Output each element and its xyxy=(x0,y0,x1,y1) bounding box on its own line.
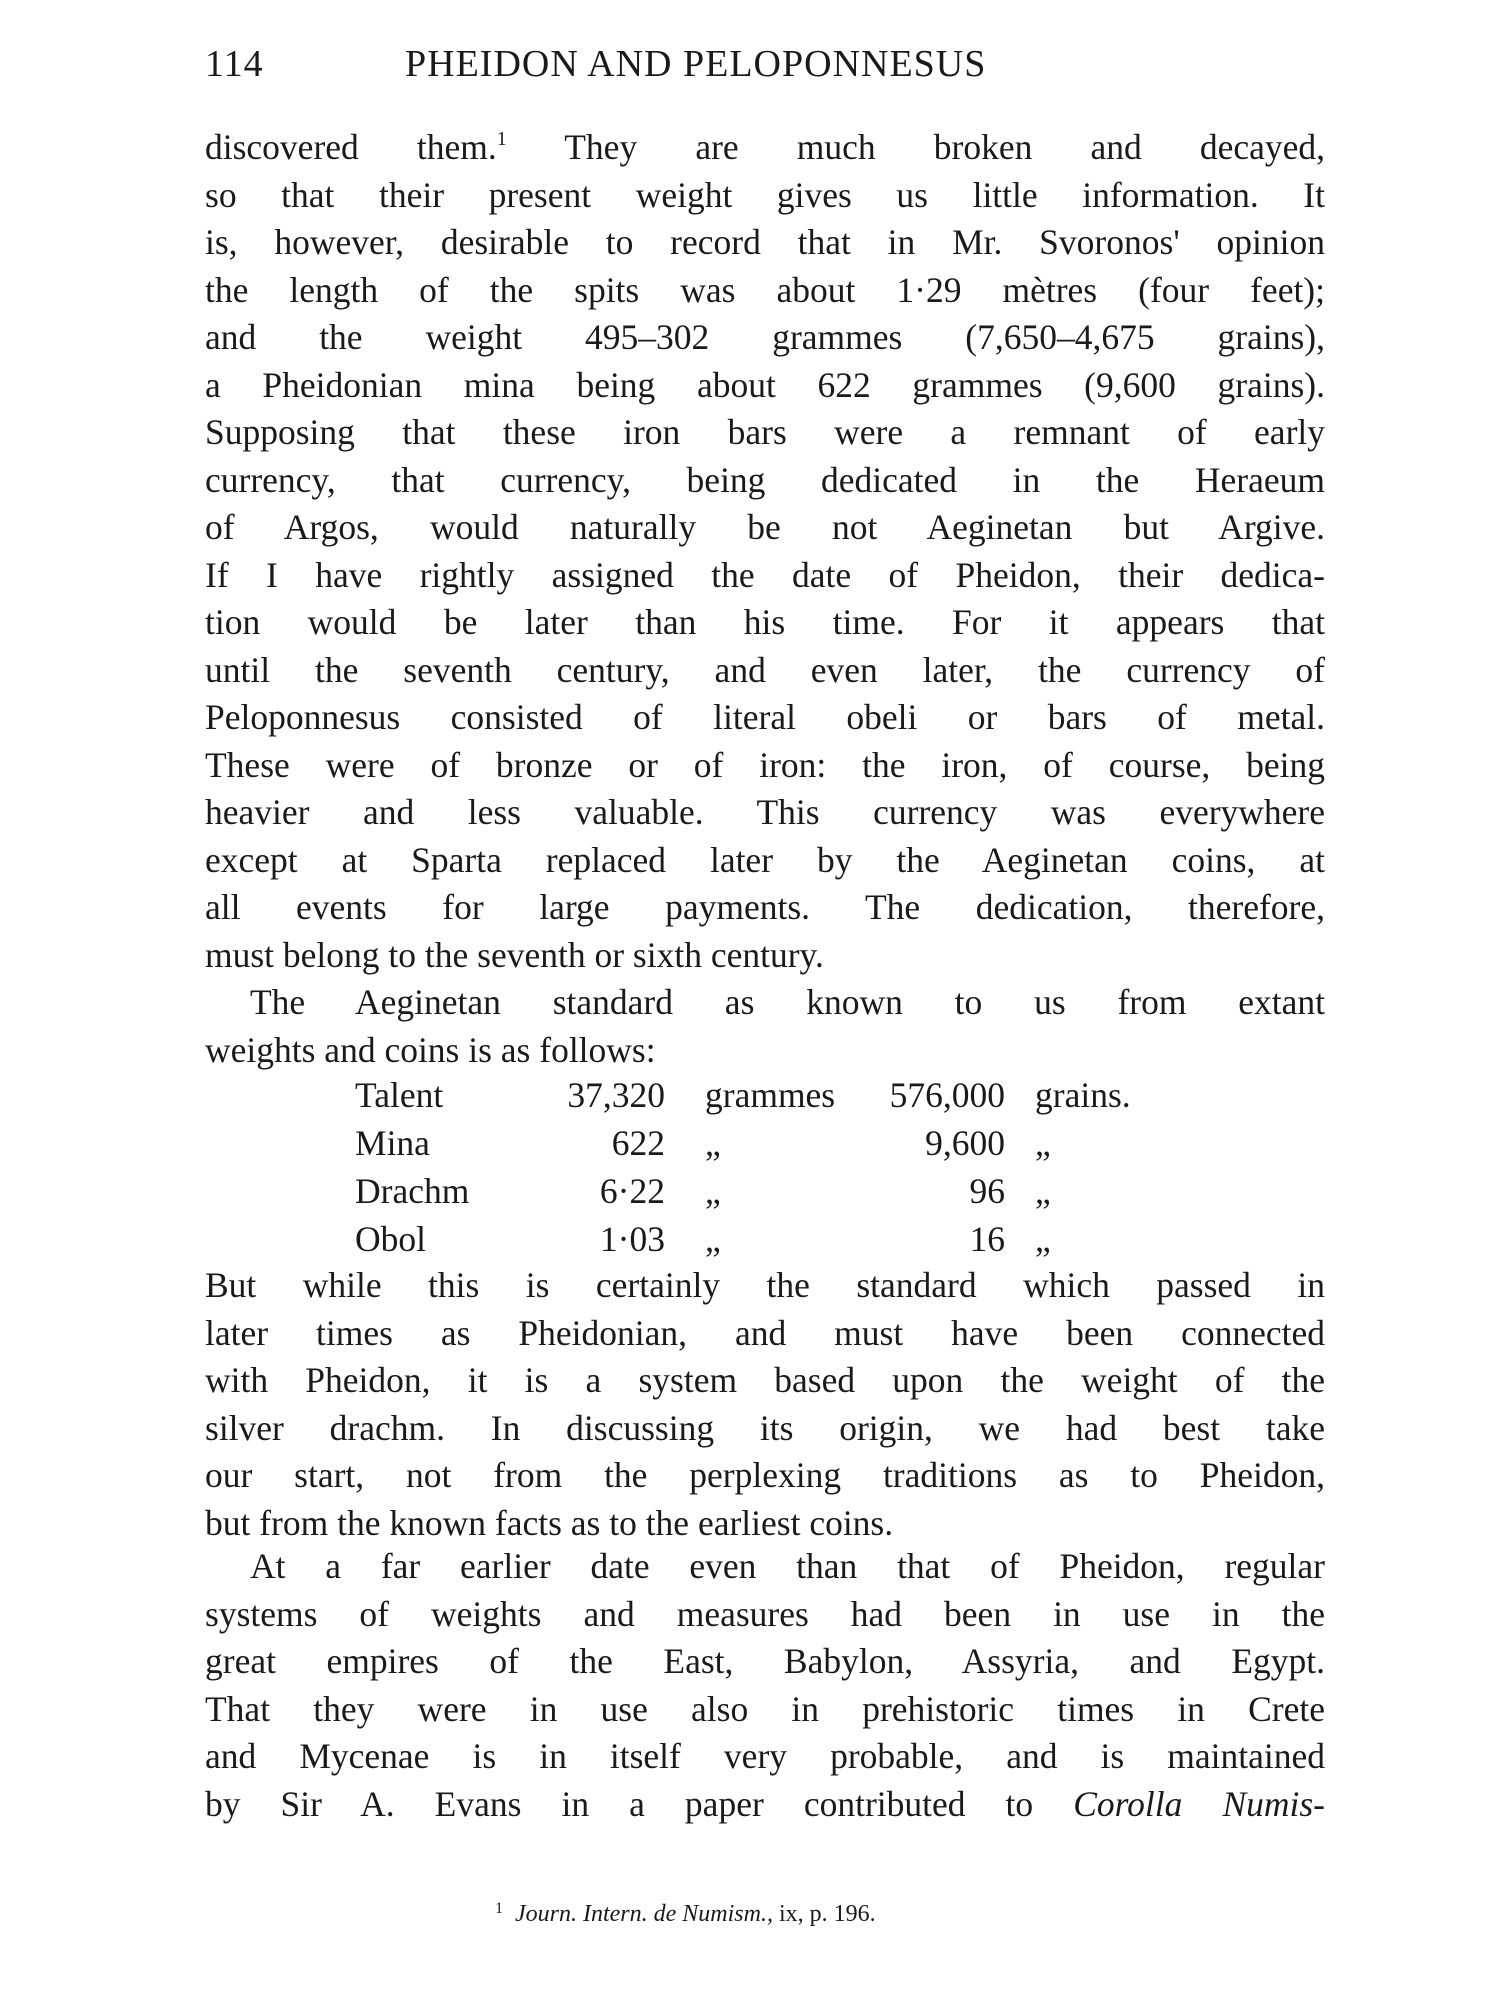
page-header xyxy=(205,42,1110,92)
text-line: heavier and less valuable. This currency was everywhere xyxy=(205,792,1325,832)
table-row xyxy=(355,1170,1215,1218)
grammes-value: 622 xyxy=(611,1123,665,1163)
table-row xyxy=(355,1218,1215,1266)
page-number: 114 xyxy=(205,43,264,85)
ditto-mark: „ xyxy=(1035,1171,1051,1211)
text-line: until the seventh century, and even later, the currency of xyxy=(205,649,1325,690)
grains-value: 9,600 xyxy=(925,1123,1005,1163)
text-line: The Aeginetan standard as known to us from extant xyxy=(250,982,1325,1022)
unit-name: Obol xyxy=(355,1219,426,1259)
running-title: PHEIDON AND PELOPONNESUS xyxy=(405,43,987,85)
footnote-citation: Journ. Intern. de Numism., xyxy=(515,1901,773,1927)
text-line: and the weight 495–302 grammes (7,650–4,675 grains), xyxy=(205,317,1325,357)
grammes-value: 37,320 xyxy=(567,1075,665,1115)
text-line: by Sir A. Evans in a paper contributed to Corolla Numis- xyxy=(205,1783,1326,1824)
footnote xyxy=(495,1900,876,1928)
ditto-mark: „ xyxy=(1035,1123,1051,1163)
text-line: with Pheidon, it is a system based upon the weight of the xyxy=(205,1360,1325,1400)
grains-value: 16 xyxy=(969,1219,1005,1259)
text-line: our start, not from the perplexing traditions as to Pheidon, xyxy=(205,1455,1325,1495)
ditto-mark: „ xyxy=(1035,1219,1051,1259)
text-line: is, however, desirable to record that in Mr. Svoronos' opinion xyxy=(205,222,1325,262)
grammes-value: 6·22 xyxy=(599,1171,665,1211)
ditto-mark: „ xyxy=(705,1219,721,1259)
unit-name: Drachm xyxy=(355,1171,470,1211)
grammes-value: 1·03 xyxy=(599,1219,665,1259)
footnote-reference: 1 xyxy=(496,128,507,150)
grains-value: 96 xyxy=(969,1171,1005,1211)
weights-table xyxy=(355,1074,1215,1266)
unit-name: Mina xyxy=(355,1123,430,1163)
ditto-mark: „ xyxy=(705,1171,721,1211)
unit-name: Talent xyxy=(355,1075,444,1115)
grammes-unit: grammes xyxy=(705,1075,836,1115)
text-line: a Pheidonian mina being about 622 grammes (9,600 grains). xyxy=(205,364,1325,405)
text-line: the length of the spits was about 1·29 mètres (four feet); xyxy=(205,269,1325,310)
text-line: At a far earlier date even than that of Pheidon, regular xyxy=(250,1546,1325,1586)
text-line: currency, that currency, being dedicated in the Heraeum xyxy=(205,459,1325,500)
paragraph-3 xyxy=(205,1262,1325,1547)
text-line: tion would be later than his time. For it appears that xyxy=(205,602,1325,642)
text-line: later times as Pheidonian, and must have been connected xyxy=(205,1312,1325,1353)
text-line: and Mycenae is in itself very probable, and is maintained xyxy=(205,1736,1325,1776)
ditto-mark: „ xyxy=(705,1123,721,1163)
text-line: but from the known facts as to the earliest coins. xyxy=(205,1502,894,1543)
text-line: systems of weights and measures had been in use in the xyxy=(205,1593,1325,1634)
table-row xyxy=(355,1122,1215,1170)
text-line: That they were in use also in prehistoric times in Crete xyxy=(205,1688,1325,1729)
text-line: of Argos, would naturally be not Aeginetan but Argive. xyxy=(205,507,1325,547)
text-line: discovered them.$^1$ They are much broken and decayed, xyxy=(205,127,1325,167)
text-line: so that their present weight gives us little information. It xyxy=(205,174,1325,215)
paragraph-2 xyxy=(205,979,1325,1074)
footnote-page-ref: ix, p. 196. xyxy=(772,1901,876,1927)
footnote-mark: 1 xyxy=(495,1900,503,1917)
grains-unit: grains. xyxy=(1035,1075,1131,1115)
text-line: weights and coins is as follows: xyxy=(205,1029,656,1070)
text-line: great empires of the East, Babylon, Assyria, and Egypt. xyxy=(205,1641,1325,1681)
paragraph-1 xyxy=(205,124,1325,979)
text-line: all events for large payments. The dedication, therefore, xyxy=(205,887,1325,927)
text-line: except at Sparta replaced later by the Aeginetan coins, at xyxy=(205,839,1325,880)
text-line: If I have rightly assigned the date of Pheidon, their dedica- xyxy=(205,554,1325,595)
text-line: But while this is certainly the standard which passed in xyxy=(205,1265,1325,1305)
text-line: must belong to the seventh or sixth century. xyxy=(205,934,824,975)
text-line: Supposing that these iron bars were a remnant of early xyxy=(205,412,1325,452)
paragraph-4 xyxy=(205,1543,1325,1828)
table-row xyxy=(355,1074,1215,1122)
text-line: silver drachm. In discussing its origin, we had best take xyxy=(205,1407,1325,1448)
text-line: These were of bronze or of iron: the iron, of course, being xyxy=(205,744,1325,785)
italic-title: Corolla Numis- xyxy=(1073,1783,1326,1824)
text-line: Peloponnesus consisted of literal obeli or bars of metal. xyxy=(205,697,1325,737)
grains-value: 576,000 xyxy=(889,1075,1005,1115)
